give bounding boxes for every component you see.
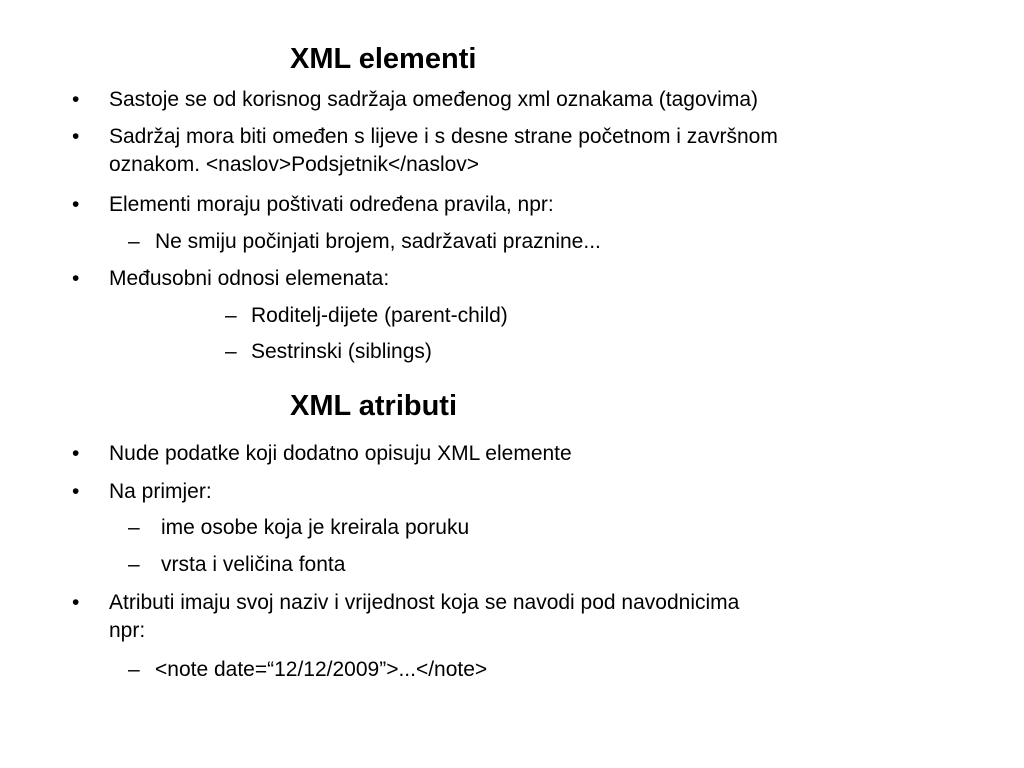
bullet-text-continuation: npr: bbox=[109, 619, 146, 642]
dash-marker: – bbox=[225, 340, 237, 363]
bullet-text: Atributi imaju svoj naziv i vrijednost koja se navodi pod navodnicima bbox=[109, 591, 740, 614]
bullet-text: Sadržaj mora biti omeđen s lijeve i s desne strane početnom i završnom bbox=[109, 125, 778, 148]
bullet-text: Elementi moraju poštivati određena pravila, npr: bbox=[109, 193, 554, 216]
sub-bullet-text: vrsta i veličina fonta bbox=[161, 553, 346, 576]
sub-bullet-text: Ne smiju počinjati brojem, sadržavati praznine... bbox=[155, 230, 601, 253]
bullet-marker: • bbox=[72, 480, 80, 503]
sub-bullet-text: Sestrinski (siblings) bbox=[251, 340, 432, 363]
bullet-text: Sastoje se od korisnog sadržaja omeđenog xml oznakama (tagovima) bbox=[109, 88, 759, 111]
sub-bullet-text: <note date=“12/12/2009”>...</note> bbox=[155, 658, 488, 681]
bullet-marker: • bbox=[72, 442, 80, 465]
bullet-text: Nude podatke koji dodatno opisuju XML elemente bbox=[109, 442, 572, 465]
section-title-xml-elementi: XML elementi bbox=[290, 43, 477, 75]
dash-marker: – bbox=[128, 516, 140, 539]
bullet-text-continuation: oznakom. <naslov>Podsjetnik</naslov> bbox=[109, 153, 480, 176]
bullet-marker: • bbox=[72, 193, 80, 216]
sub-bullet-text: Roditelj-dijete (parent-child) bbox=[251, 304, 508, 327]
bullet-text: Međusobni odnosi elemenata: bbox=[109, 267, 390, 290]
bullet-marker: • bbox=[72, 125, 80, 148]
bullet-marker: • bbox=[72, 267, 80, 290]
sub-bullet-text: ime osobe koja je kreirala poruku bbox=[161, 516, 470, 539]
section-title-xml-atributi: XML atributi bbox=[290, 390, 458, 422]
dash-marker: – bbox=[225, 304, 237, 327]
bullet-text: Na primjer: bbox=[109, 480, 212, 503]
bullet-marker: • bbox=[72, 88, 80, 111]
dash-marker: – bbox=[128, 230, 140, 253]
dash-marker: – bbox=[128, 553, 140, 576]
bullet-marker: • bbox=[72, 591, 80, 614]
dash-marker: – bbox=[128, 658, 140, 681]
